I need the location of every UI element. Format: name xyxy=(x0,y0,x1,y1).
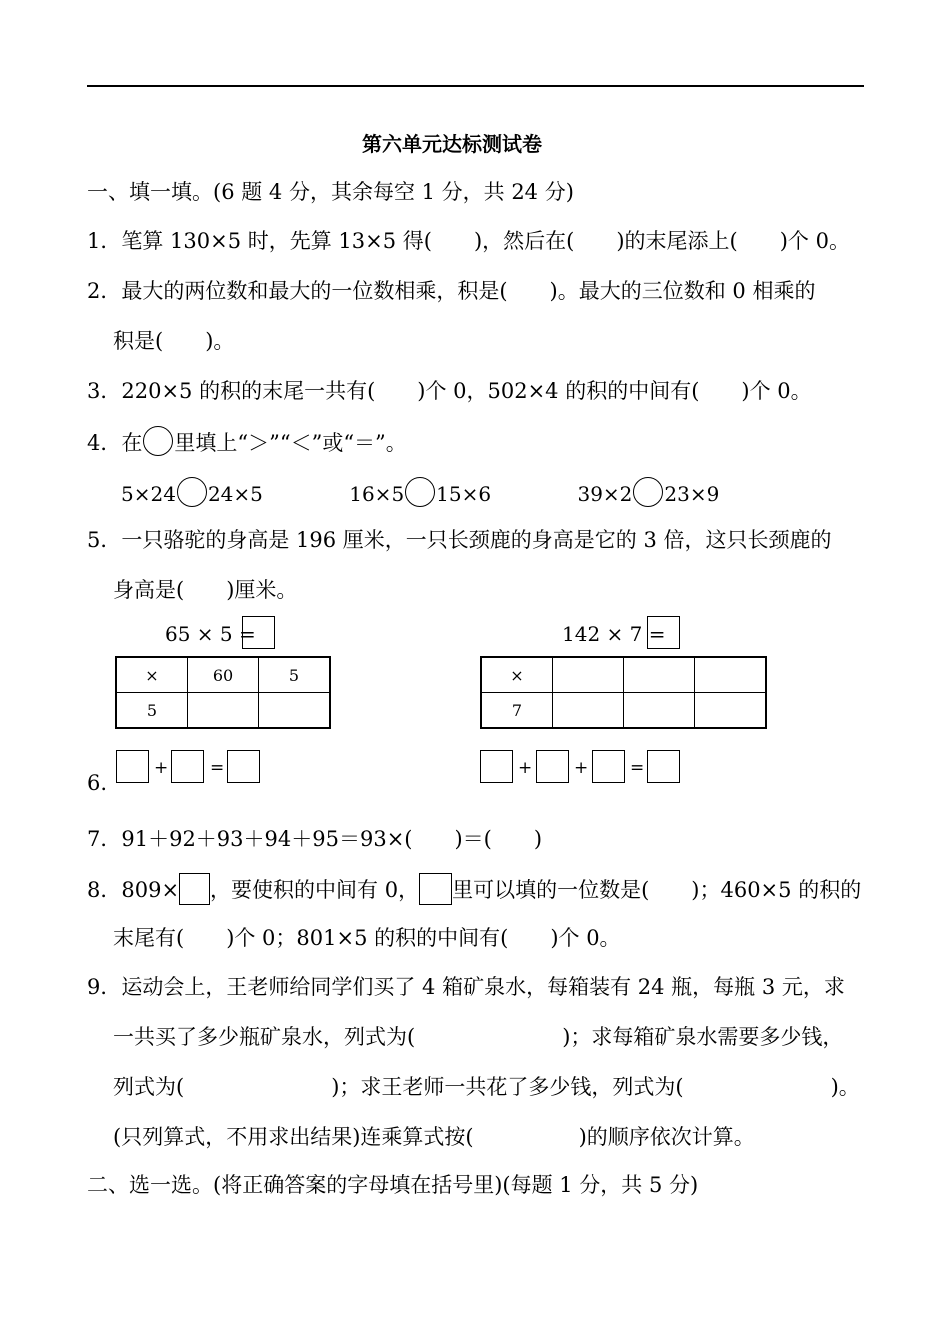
question-4-instruction xyxy=(87,426,407,456)
q4-item-2-left: 16×5 xyxy=(349,482,405,506)
question-7: 7．91＋92＋93＋94＋95＝93×( )＝( ) xyxy=(87,827,543,851)
q4-suffix: 里填上“＞”“＜”或“＝”。 xyxy=(174,431,407,455)
q6-right-sum-result-box[interactable] xyxy=(647,750,680,783)
question-2-line1: 2．最大的两位数和最大的一位数相乘，积是( )。最大的三位数和 0 相乘的 xyxy=(87,279,816,303)
q6-right-answer-box[interactable] xyxy=(647,616,680,649)
question-1: 1．笔算 130×5 时，先算 13×5 得( )，然后在( )的末尾添上( )个 0。 xyxy=(87,229,850,253)
question-5-line1: 5．一只骆驼的身高是 196 厘米，一只长颈鹿的身高是它的 3 倍，这只长颈鹿的 xyxy=(87,528,832,552)
q6-right-header-cell xyxy=(695,657,767,693)
q8-digit-box[interactable] xyxy=(179,873,210,905)
q6-right-sum-box-2[interactable] xyxy=(536,750,569,783)
q6-right-equation: 142 × 7 = xyxy=(562,622,666,646)
q6-left-header-cell: × xyxy=(116,657,188,693)
question-9-line4: (只列算式，不用求出结果)连乘算式按( )的顺序依次计算。 xyxy=(113,1125,755,1149)
equals-sign: = xyxy=(630,758,645,778)
q4-item-3-right: 23×9 xyxy=(664,482,720,506)
question-3: 3．220×5 的积的末尾一共有( )个 0，502×4 的积的中间有( )个 0。 xyxy=(87,379,812,403)
q6-left-table xyxy=(115,656,331,729)
q4-item-1-left: 5×24 xyxy=(121,482,176,506)
question-9-line1: 9．运动会上，王老师给同学们买了 4 箱矿泉水，每箱装有 24 瓶，每瓶 3 元，求 xyxy=(87,975,845,999)
q6-right-header-cell: × xyxy=(481,657,553,693)
q6-right-input-cell[interactable] xyxy=(553,693,624,729)
q6-left-row-cell: 5 xyxy=(116,693,188,729)
q6-left-sum-result-box[interactable] xyxy=(227,750,260,783)
q6-right-input-cell[interactable] xyxy=(624,693,695,729)
q8-part-c: 里可以填的一位数是( )；460×5 的积的 xyxy=(452,878,862,902)
question-9-line2: 一共买了多少瓶矿泉水，列式为( )；求每箱矿泉水需要多少钱， xyxy=(113,1025,844,1049)
q6-left-input-cell[interactable] xyxy=(259,693,331,729)
q4-item-1-right: 24×5 xyxy=(207,482,263,506)
q4-item-2-right: 15×6 xyxy=(436,482,492,506)
equals-sign: = xyxy=(210,758,225,778)
question-5-line2: 身高是( )厘米。 xyxy=(113,578,298,602)
q6-left-header-cell: 5 xyxy=(259,657,331,693)
q6-right-header-cell xyxy=(624,657,695,693)
q8-part-b: ，要使积的中间有 0， xyxy=(210,878,420,902)
question-8-line2: 末尾有( )个 0；801×5 的积的中间有( )个 0。 xyxy=(113,926,621,950)
q6-right-input-cell[interactable] xyxy=(695,693,767,729)
compare-circle-1[interactable] xyxy=(177,477,207,507)
q8-part-a: 8．809× xyxy=(87,878,180,902)
q6-right-row-cell: 7 xyxy=(481,693,553,729)
q6-left-equation: 65 × 5 = xyxy=(165,622,256,646)
compare-circle-3[interactable] xyxy=(633,477,663,507)
q6-right-table xyxy=(480,656,767,729)
compare-circle-2[interactable] xyxy=(405,477,435,507)
section2-heading: 二、选一选。(将正确答案的字母填在括号里)(每题 1 分，共 5 分) xyxy=(87,1173,699,1197)
q4-prefix: 4．在 xyxy=(87,431,143,455)
plus-sign: + xyxy=(154,758,169,778)
section1-heading: 一、填一填。(6 题 4 分，其余每空 1 分，共 24 分) xyxy=(87,180,574,204)
q6-right-sum-box-3[interactable] xyxy=(592,750,625,783)
q6-right-sum-box-1[interactable] xyxy=(480,750,513,783)
q6-right-header-cell xyxy=(553,657,624,693)
compare-circle-icon xyxy=(143,426,173,456)
q6-left-input-cell[interactable] xyxy=(188,693,259,729)
q6-left-answer-box[interactable] xyxy=(242,616,275,649)
page-title: 第六单元达标测试卷 xyxy=(362,132,542,156)
question-8-line1 xyxy=(87,873,861,905)
q6-left-sum-box-1[interactable] xyxy=(116,750,149,783)
q8-digit-box-ref xyxy=(419,873,452,905)
q4-item-3-left: 39×2 xyxy=(577,482,633,506)
question-9-line3: 列式为( )；求王老师一共花了多少钱，列式为( )。 xyxy=(113,1075,860,1099)
question-4-items xyxy=(121,477,719,507)
plus-sign: + xyxy=(518,758,533,778)
top-rule xyxy=(87,85,864,87)
question-2-line2: 积是( )。 xyxy=(113,329,235,353)
q6-number: 6. xyxy=(87,771,108,795)
q6-left-header-cell: 60 xyxy=(188,657,259,693)
plus-sign: + xyxy=(574,758,589,778)
q6-left-sum-box-2[interactable] xyxy=(171,750,204,783)
